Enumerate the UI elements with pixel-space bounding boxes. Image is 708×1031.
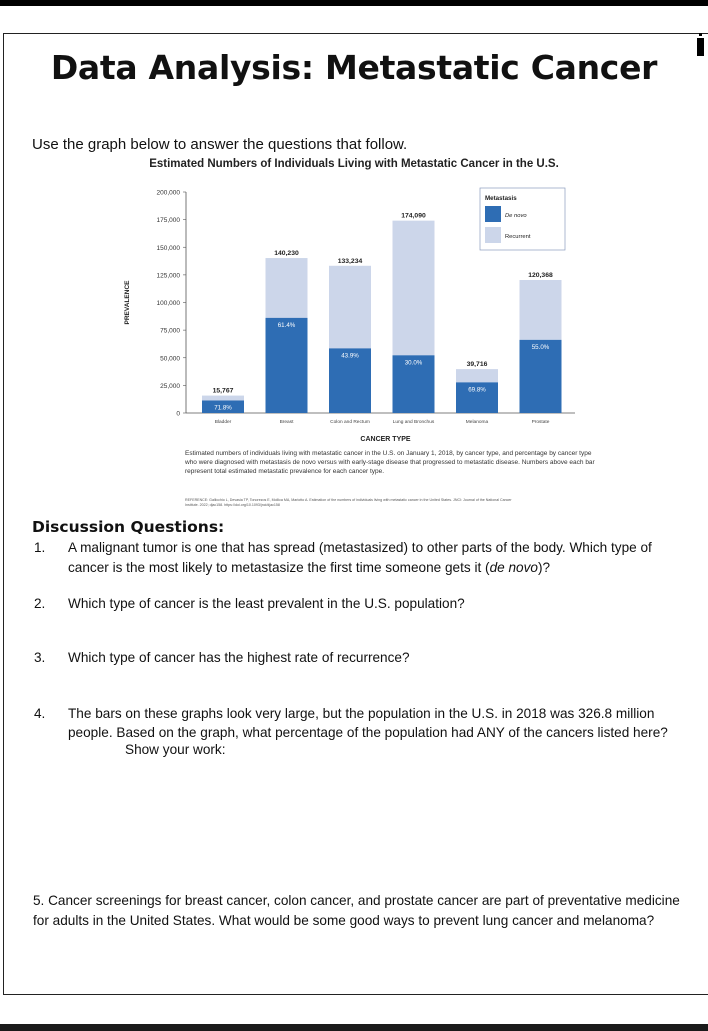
bar-recurrent bbox=[520, 280, 562, 340]
bar-total-label: 140,230 bbox=[274, 250, 299, 258]
legend-label-de-novo: De novo bbox=[505, 213, 527, 219]
y-tick-label: 25,000 bbox=[160, 382, 180, 390]
intro-text: Use the graph below to answer the questions that follow. bbox=[32, 136, 408, 153]
page-title: Data Analysis: Metastatic Cancer bbox=[50, 48, 658, 87]
legend-label-recurrent: Recurrent bbox=[505, 234, 531, 240]
question-number: 4. bbox=[34, 706, 46, 721]
legend-swatch-de-novo bbox=[485, 206, 501, 222]
y-tick-label: 75,000 bbox=[160, 327, 180, 335]
y-tick-label: 0 bbox=[176, 410, 180, 418]
chart-title: Estimated Numbers of Individuals Living with Metastatic Cancer in the U.S. bbox=[149, 158, 559, 170]
question-text: Which type of cancer has the highest rate of recurrence? bbox=[68, 650, 410, 665]
worksheet-frame bbox=[3, 33, 708, 995]
x-tick-label: Breast bbox=[279, 420, 294, 425]
bar-total-label: 39,716 bbox=[466, 361, 488, 369]
bar-percent-label: 55.0% bbox=[531, 343, 550, 351]
y-tick-label: 150,000 bbox=[156, 244, 180, 252]
chart-caption: Estimated numbers of individuals living with metastatic cancer in the U.S. on January 1, 2018, by cancer type, and percentage by cancer type who were diagnosed with metastasis de novo versus with early-stage disease that progressed to metastatic disease. Numbers above each bar represent total estimated metastatic prevalence for each cancer type. bbox=[185, 450, 595, 475]
question-text: people. Based on the graph, what percentage of the population had ANY of the cancers listed here? bbox=[68, 725, 668, 740]
x-tick-label: Melanoma bbox=[465, 420, 489, 425]
bar-chart bbox=[110, 180, 580, 450]
question-text: A malignant tumor is one that has spread (metastasized) to other parts of the body. Which type of bbox=[68, 540, 652, 555]
question-text: cancer is the most likely to metastasize the first time someone gets it (de novo)? bbox=[68, 560, 551, 575]
bar-total-label: 120,368 bbox=[528, 271, 553, 279]
question-number: 3. bbox=[34, 650, 46, 665]
chart-reference: REFERENCE: Gallicchio L, Devasia TP, Tonorezos E, Mollica MA, Mariotto A. Estimation of the numbers of individuals living with metastatic cancer in the United States. JNCI: Journal of the National Cancer Institute. 2022; djac158. https://doi.org/10.1093/jnci/djac158 bbox=[185, 498, 512, 507]
discussion-heading: Discussion Questions: bbox=[32, 518, 225, 536]
x-tick-label: Lung and Bronchus bbox=[392, 420, 435, 425]
y-tick-label: 100,000 bbox=[156, 300, 180, 307]
top-edge-bar bbox=[0, 0, 708, 6]
x-tick-label: Colon and Rectum bbox=[330, 420, 370, 425]
y-tick-label: 175,000 bbox=[156, 217, 180, 225]
bar-recurrent bbox=[393, 221, 435, 356]
bar-percent-label: 61.4% bbox=[277, 321, 296, 329]
bar-recurrent bbox=[456, 369, 498, 382]
bar-total-label: 174,090 bbox=[401, 212, 426, 220]
bar-total-label: 133,234 bbox=[337, 257, 363, 265]
bar-recurrent bbox=[202, 396, 244, 401]
bar-recurrent bbox=[329, 266, 371, 349]
bar-total-label: 15,767 bbox=[212, 387, 234, 395]
y-tick-label: 125,000 bbox=[156, 272, 180, 280]
bottom-edge-bar bbox=[0, 1024, 708, 1031]
legend-title: Metastasis bbox=[485, 195, 517, 202]
bar-de-novo bbox=[266, 318, 308, 413]
bar-recurrent bbox=[266, 258, 308, 318]
bar-percent-label: 43.9% bbox=[341, 352, 359, 360]
question-text: The bars on these graphs look very large, but the population in the U.S. in 2018 was 326.8 million bbox=[68, 706, 655, 721]
question-5: 5. Cancer screenings for breast cancer, colon cancer, and prostate cancer are part of preventative medicine for adults in the United States. What would be some good ways to prevent lung cancer and melanoma? bbox=[33, 893, 680, 928]
y-axis-label: PREVALENCE bbox=[124, 280, 131, 325]
show-work-label: Show your work: bbox=[125, 742, 226, 757]
bar-percent-label: 71.8% bbox=[214, 404, 232, 412]
bar-percent-label: 30.0% bbox=[404, 359, 423, 367]
y-tick-label: 50,000 bbox=[160, 355, 180, 363]
bar-percent-label: 69.8% bbox=[468, 386, 486, 394]
x-axis-label: CANCER TYPE bbox=[360, 436, 411, 443]
x-tick-label: Bladder bbox=[214, 420, 232, 425]
legend-swatch-recurrent bbox=[485, 227, 501, 243]
question-number: 1. bbox=[34, 540, 46, 555]
question-number: 2. bbox=[34, 596, 46, 611]
x-tick-label: Prostate bbox=[531, 420, 550, 425]
y-tick-label: 200,000 bbox=[156, 189, 180, 197]
question-text: Which type of cancer is the least prevalent in the U.S. population? bbox=[68, 596, 465, 611]
